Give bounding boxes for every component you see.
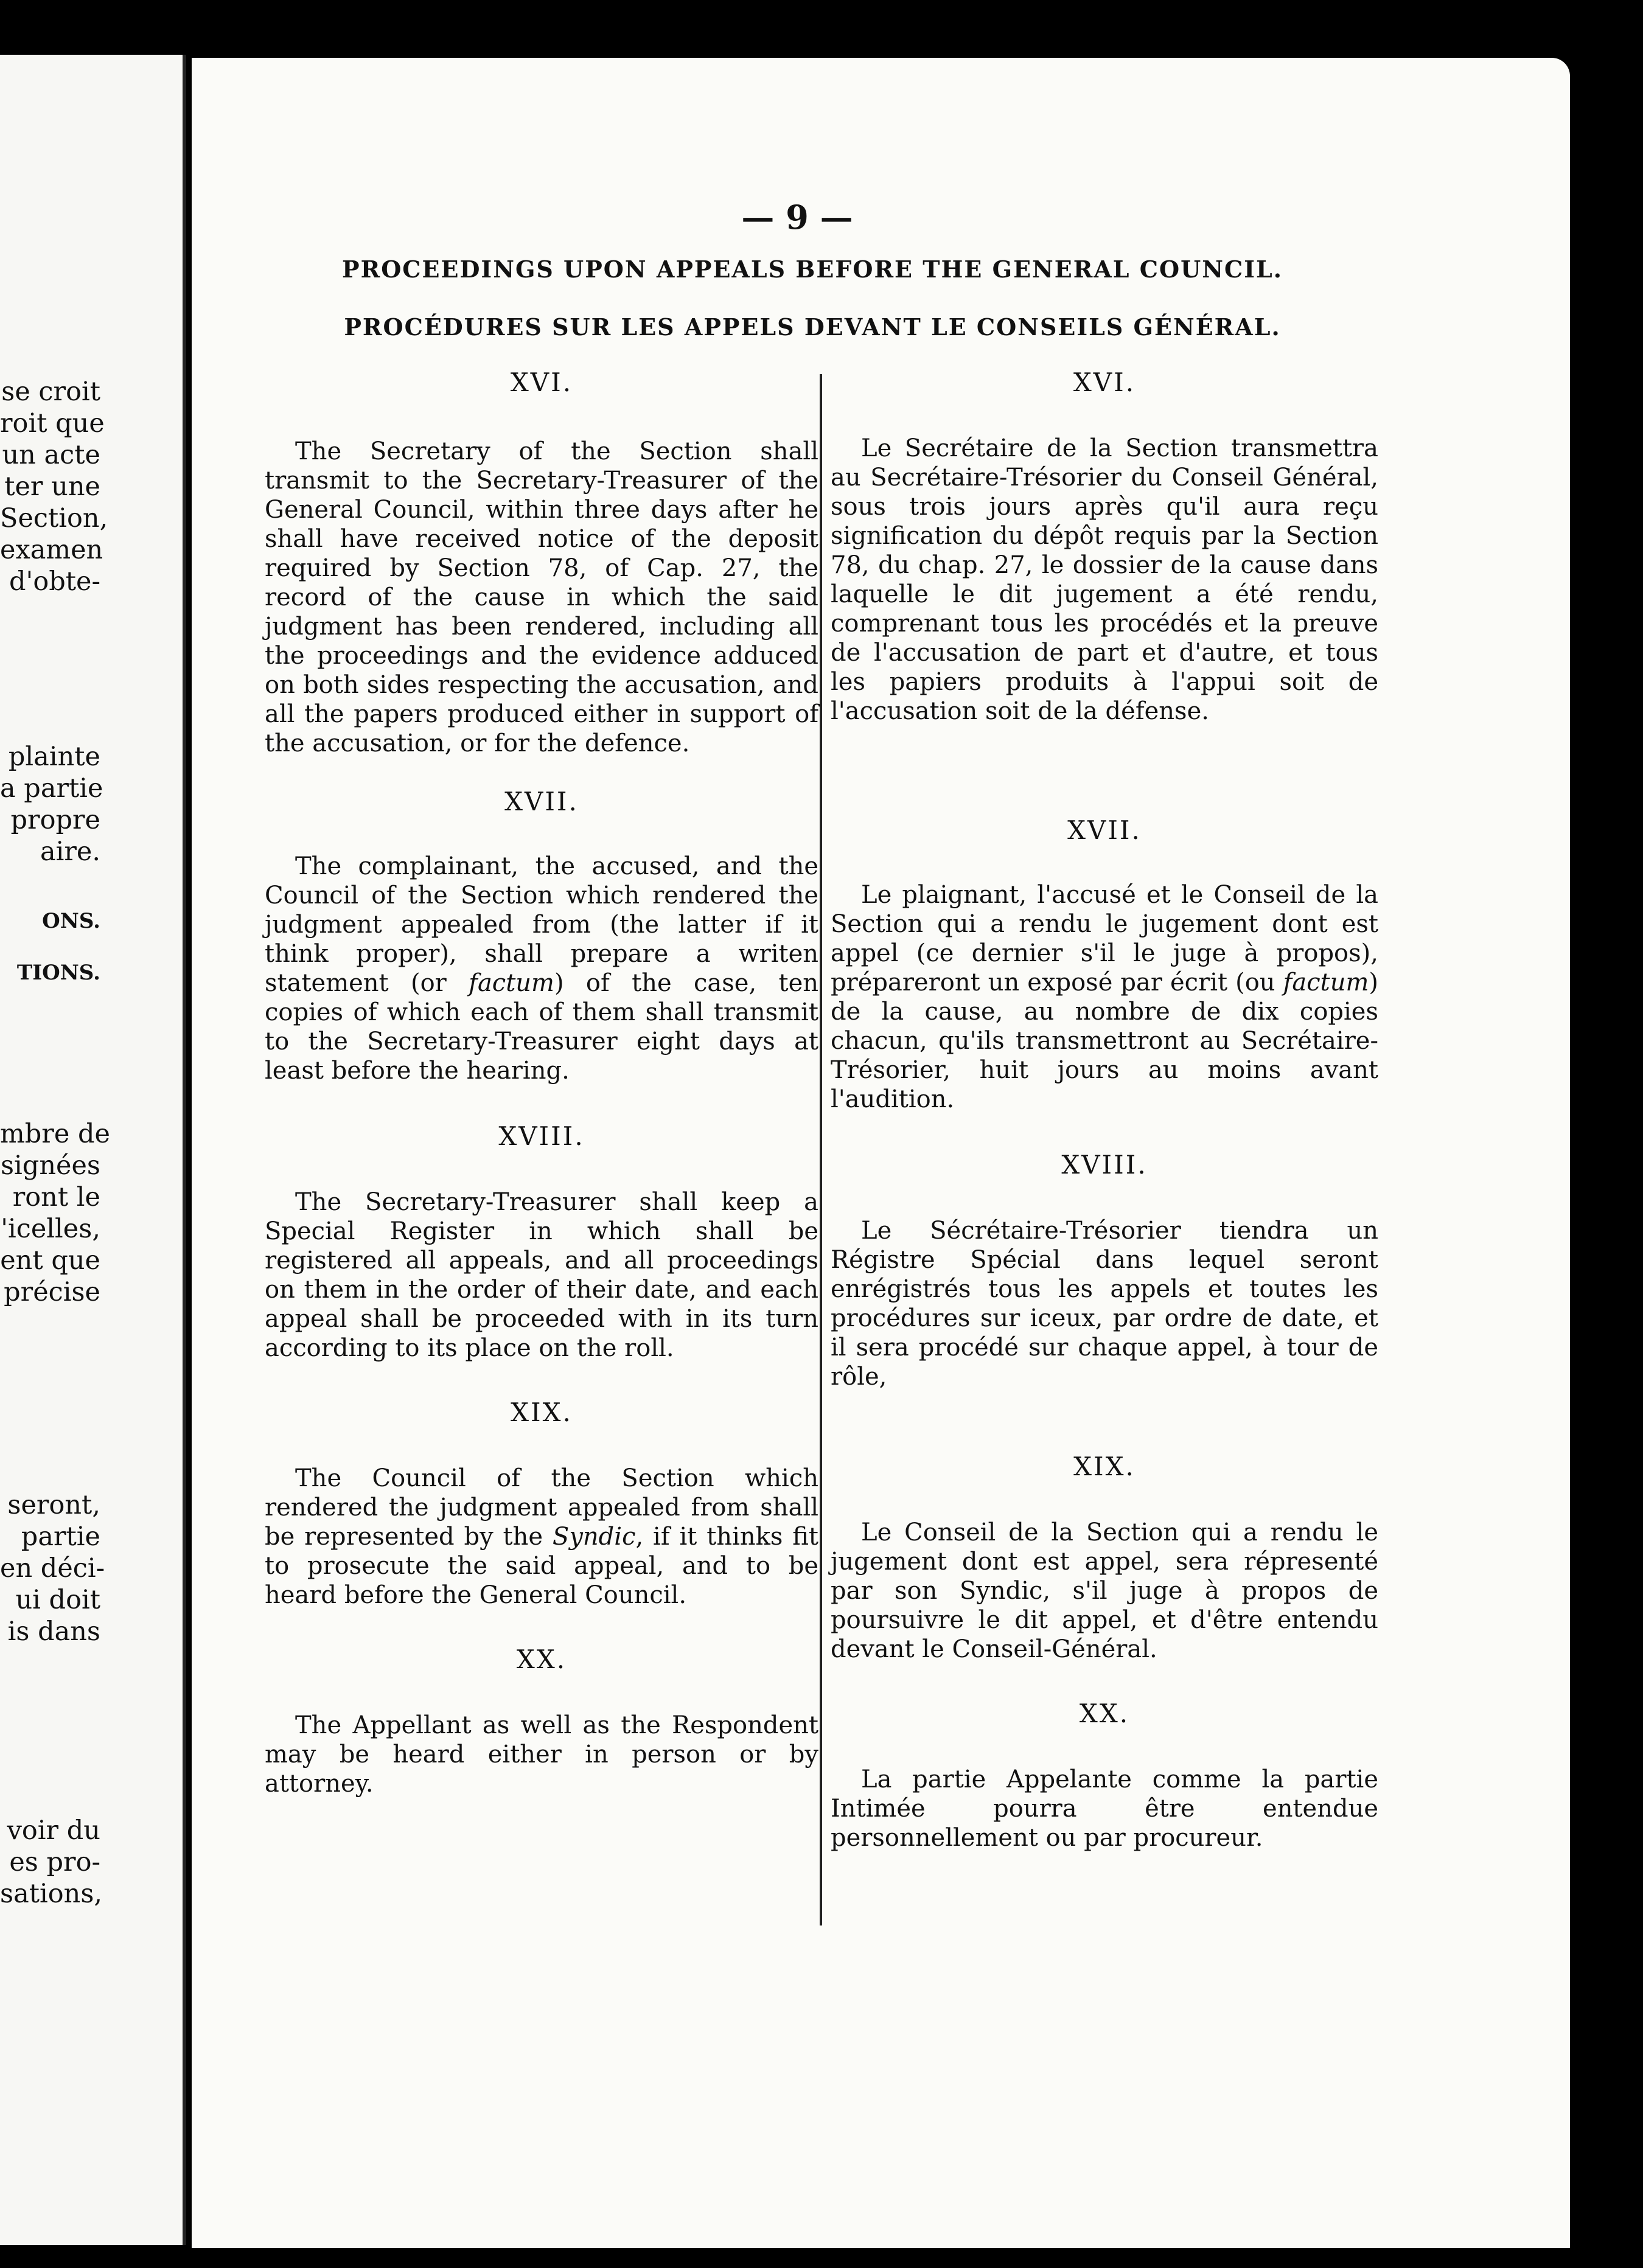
left-fragment: a partie xyxy=(0,774,103,804)
article-number: XVII. xyxy=(1067,815,1142,845)
french-column xyxy=(831,368,1378,1852)
article-text-part: The Council of the Section which rendered the judgment appealed from shall be represented by the xyxy=(265,1464,818,1551)
article-number: XX. xyxy=(1079,1699,1130,1728)
left-fragment: sations, xyxy=(0,1879,103,1909)
facing-page-fragment xyxy=(0,55,186,2245)
article-text-part: ) de la cause, au nombre de dix copies chacun, qu'ils transmettront au Secrétaire-Trésorier, huit jours au moins avant l'audition. xyxy=(831,969,1378,1113)
left-fragment: se croit xyxy=(1,377,100,407)
left-fragment: Section, xyxy=(0,504,108,534)
left-fragment: ront le xyxy=(12,1183,100,1212)
article-text: The Secretary-Treasurer shall keep a Special Register in which shall be registered all appeals, and all proceedings on them in the order of their date, and each appeal shall be proceeded with in its turn according to its place on the roll. xyxy=(265,1188,818,1362)
article-number: XVII. xyxy=(504,787,579,816)
left-fragment: is dans xyxy=(7,1617,100,1647)
article-number: XIX. xyxy=(1073,1452,1135,1481)
article-number: XVIII. xyxy=(498,1121,585,1151)
article-text xyxy=(265,1464,818,1610)
left-fragment: en déci- xyxy=(0,1554,105,1584)
left-fragment: roit que xyxy=(0,409,105,439)
article-text: Le Secrétaire de la Section transmettra au Secrétaire-Trésorier du Conseil Général, sous trois jours après qu'il aura reçu signification du dépôt requis par la Section 78, du chap. 27, le dossier de la cause dans laquelle le dit jugement a été rendu, comprenant tous les procédés et la preuve de l'accusation de part et d'autre, et tous les papiers produits à l'appui soit de l'accusation soit de la défense. xyxy=(831,434,1378,725)
heading-french: PROCÉDURES SUR LES APPELS DEVANT LE CONSEILS GÉNÉRAL. xyxy=(344,313,1281,341)
left-fragment: mbre de xyxy=(0,1119,110,1149)
article-text: Le Sécrétaire-Trésorier tiendra un Régistre Spécial dans lequel seront enrégistrés tous les appels et toutes les procédures sur iceux, par ordre de date, et il sera procédé sur chaque appel, à tour de rôle, xyxy=(831,1217,1378,1391)
left-fragment: 'icelles, xyxy=(1,1214,100,1244)
article-text xyxy=(831,880,1378,1114)
left-fragment: plainte xyxy=(8,742,100,772)
article-number: XX. xyxy=(516,1644,567,1674)
article-text-italic: Syndic xyxy=(552,1523,636,1551)
left-fragment: partie xyxy=(21,1522,100,1552)
article-text: La partie Appelante comme la partie Intimée pourra être entendue personnellement ou par procureur. xyxy=(831,1765,1378,1852)
left-fragment: ONS. xyxy=(42,909,100,933)
left-fragment: seront, xyxy=(7,1491,100,1520)
left-fragment: signées xyxy=(0,1151,100,1181)
heading-english: PROCEEDINGS UPON APPEALS BEFORE THE GENERAL COUNCIL. xyxy=(342,256,1283,283)
column-divider xyxy=(820,374,822,1925)
page-number: — 9 — xyxy=(741,198,853,237)
left-fragment: d'obte- xyxy=(9,567,100,597)
left-fragment: TIONS. xyxy=(16,961,100,985)
article-number: XVI. xyxy=(1073,367,1136,397)
left-fragment: précise xyxy=(4,1278,100,1307)
english-column xyxy=(265,368,818,1798)
article-number: XVIII. xyxy=(1061,1150,1148,1180)
article-text: The Appellant as well as the Respondent may be heard either in person or by attorney. xyxy=(265,1711,818,1798)
left-fragment: un acte xyxy=(2,440,100,470)
article-text xyxy=(265,852,818,1085)
left-fragment: voir du xyxy=(7,1816,100,1846)
left-fragment: examen xyxy=(0,535,103,565)
article-text-italic: factum xyxy=(1283,969,1369,997)
left-fragment: es pro- xyxy=(9,1848,100,1877)
left-fragment: ui doit xyxy=(15,1585,100,1615)
left-fragment: aire. xyxy=(40,837,100,867)
left-fragment: ent que xyxy=(0,1246,100,1276)
article-text-part: The complainant, the accused, and the Council of the Section which rendered the judgment appealed from (the latter if it think proper), shall prepare a writen statement (or xyxy=(265,852,818,997)
article-text-part: , if it thinks fit to prosecute the said appeal, and to be heard before the General Council. xyxy=(265,1523,818,1609)
article-number: XIX. xyxy=(511,1397,573,1427)
article-text: The Secretary of the Section shall transmit to the Secretary-Treasurer of the General Council, within three days after he shall have received notice of the deposit required by Section 78, of Cap. 27, the record of the cause in which the said judgment has been rendered, including all the proceedings and the evidence adduced on both sides respecting the accusation, and all the papers produced either in support of the accusation, or for the defence. xyxy=(265,437,818,757)
article-text-part: Le plaignant, l'accusé et le Conseil de la Section qui a rendu le jugement dont est appel (ce dernier s'il le juge à propos), prépareront un exposé par écrit (ou xyxy=(831,881,1378,997)
left-fragment: ter une xyxy=(4,472,100,502)
article-text-part: ) of the case, ten copies of which each of them shall transmit to the Secretary-Treasurer eight days at least before the hearing. xyxy=(265,969,819,1085)
left-fragment: propre xyxy=(10,805,100,835)
article-text-italic: factum xyxy=(469,969,554,997)
article-number: XVI. xyxy=(510,367,573,397)
article-text: Le Conseil de la Section qui a rendu le jugement dont est appel, sera répresenté par son Syndic, s'il juge à propos de poursuivre le dit appel, et d'être entendu devant le Conseil-Général. xyxy=(831,1518,1378,1663)
